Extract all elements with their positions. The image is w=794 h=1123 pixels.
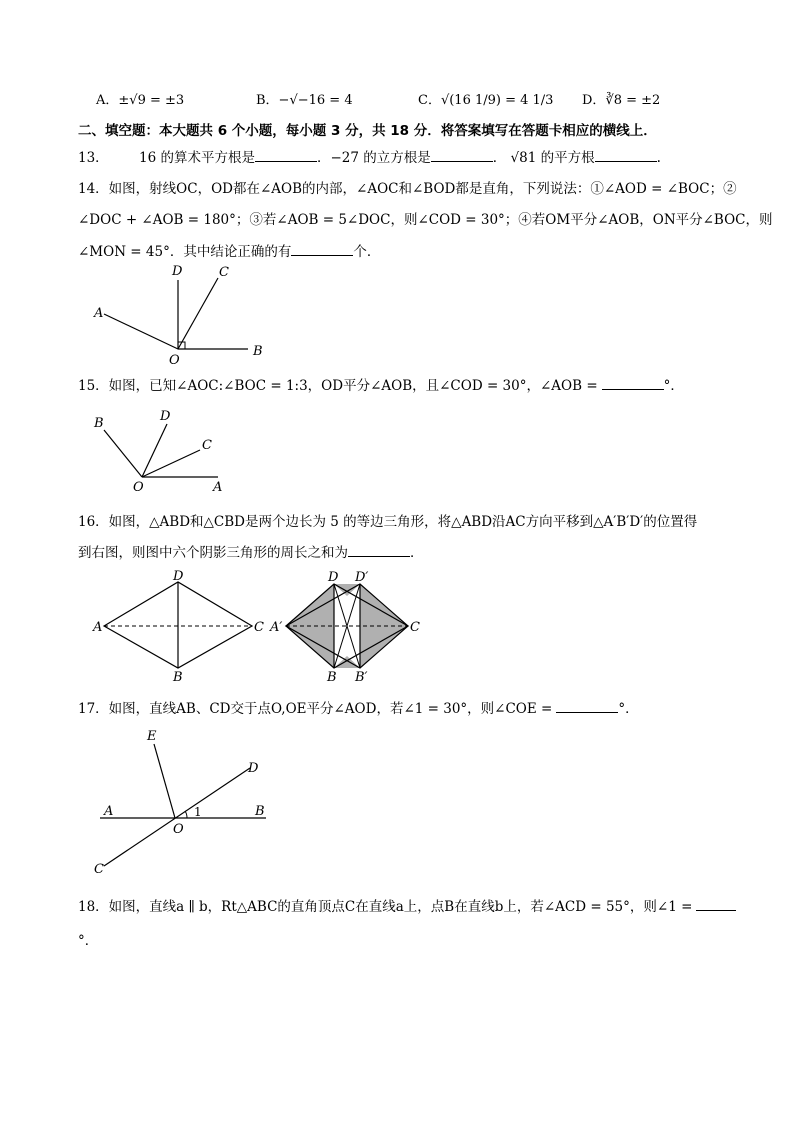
q17-text: [78, 697, 639, 717]
ray-oc: [142, 450, 200, 477]
label-b: B: [94, 416, 104, 431]
q16-line-1: 16．如图，△ABD和△CBD是两个边长为 5 的等边三角形，将△ABD沿AC方向平移到△A′B′D′的位置得: [78, 514, 698, 530]
label-1: 1: [194, 805, 202, 819]
section-header: 二、填空题：本大题共 6 个小题，每小题 3 分，共 18 分．将答案填写在答题卡相应的横线上．: [78, 123, 657, 139]
label-ap: A′: [270, 620, 283, 635]
q16-line-2b: ．: [410, 545, 424, 561]
label-b: B: [253, 344, 263, 359]
label-e: E: [147, 729, 157, 744]
q14-line-3: [78, 240, 380, 260]
q15-figure: [92, 404, 252, 494]
q16-line-2: [78, 541, 424, 561]
label-d: D: [160, 409, 171, 424]
label-dp: D′: [355, 570, 369, 585]
ray-oe: [154, 744, 175, 818]
q13-part5: .: [656, 150, 661, 166]
q16-line-2a: 到右图，则图中六个阴影三角形的周长之和为: [78, 545, 348, 561]
label-c: C: [219, 265, 229, 280]
label-d: D: [173, 569, 184, 584]
label-a: A: [93, 620, 103, 635]
label-c: C: [254, 620, 264, 635]
label-o: O: [173, 822, 184, 837]
label-b: B: [255, 804, 265, 819]
q15-text-a: 15．如图，已知∠AOC:∠BOC = 1:3，OD平分∠AOB，且∠COD = 30°，∠AOB =: [78, 378, 598, 394]
ray-ob: [104, 430, 142, 477]
label-o: O: [133, 480, 144, 495]
q13-part4: √81 的平方根: [510, 150, 595, 166]
q15-text: [78, 374, 684, 394]
q13-part1: 16 的算术平方根是: [138, 150, 255, 166]
label-bp: B′: [355, 670, 368, 685]
q13-number: 13．: [78, 150, 109, 166]
q15-text-b: °．: [663, 378, 684, 394]
label-d: D: [248, 761, 259, 776]
q14-figure: [88, 262, 288, 372]
ray-oc: [178, 278, 218, 349]
label-a: A: [104, 804, 114, 819]
q17-text-a: 17．如图，直线AB、CD交于点O,OE平分∠AOD，若∠1 = 30°，则∠COE =: [78, 701, 553, 717]
q13-part3: ．: [492, 150, 507, 166]
choice-c: C．√(16 1/9) = 4 1/3: [418, 93, 554, 108]
q14-blank[interactable]: [291, 243, 353, 256]
q14-line-3a: ∠MON = 45°．其中结论正确的有: [78, 244, 292, 260]
line-cd: [104, 768, 250, 866]
q18-line-2: °．: [78, 933, 99, 949]
q13-blank-1[interactable]: [255, 149, 317, 162]
q14-line-2: ∠DOC + ∠AOB = 180°；③若∠AOB = 5∠DOC，则∠COD = 30°；④若OM平分∠AOB，ON平分∠BOC，则: [78, 212, 773, 228]
q17-text-b: °．: [618, 701, 639, 717]
q15-blank[interactable]: [602, 377, 664, 390]
label-c: C: [410, 620, 420, 635]
q13-blank-2[interactable]: [431, 149, 493, 162]
label-a: A: [213, 480, 223, 495]
q18-line-1a: 18．如图，直线a ∥ b，Rt△ABC的直角顶点C在直线a上，点B在直线b上，若∠ACD = 55°，则∠1 =: [78, 899, 693, 915]
question-13: [78, 146, 661, 166]
angle-1-arc: [185, 811, 187, 818]
label-d: D: [172, 264, 183, 279]
q13-blank-3[interactable]: [595, 149, 657, 162]
ray-od: [142, 424, 167, 477]
label-d: D: [328, 570, 339, 585]
label-c: C: [202, 438, 212, 453]
q14-line-1: 14．如图，射线OC，OD都在∠AOB的内部，∠AOC和∠BOD都是直角，下列说法：①∠AOD = ∠BOC；②: [78, 181, 737, 197]
q14-line-3b: 个．: [353, 244, 381, 260]
choice-b: B．−√−16 = 4: [256, 93, 353, 108]
ray-oa: [104, 314, 178, 349]
label-b: B: [327, 670, 337, 685]
q18-blank[interactable]: [696, 898, 736, 911]
q18-line-1: [78, 895, 736, 915]
q17-blank[interactable]: [556, 700, 618, 713]
choice-d: D．∛8 = ±2: [582, 93, 661, 108]
label-c: C: [94, 862, 104, 877]
label-b: B: [173, 670, 183, 685]
q16-right-figure: [270, 570, 454, 685]
label-a: A: [94, 306, 104, 321]
q16-left-figure: [92, 569, 272, 685]
q17-figure: [90, 728, 290, 878]
q16-blank[interactable]: [348, 544, 410, 557]
q13-part2: ．−27 的立方根是: [316, 150, 431, 166]
label-o: O: [169, 353, 180, 368]
choice-a: A．±√9 = ±3: [96, 93, 185, 108]
